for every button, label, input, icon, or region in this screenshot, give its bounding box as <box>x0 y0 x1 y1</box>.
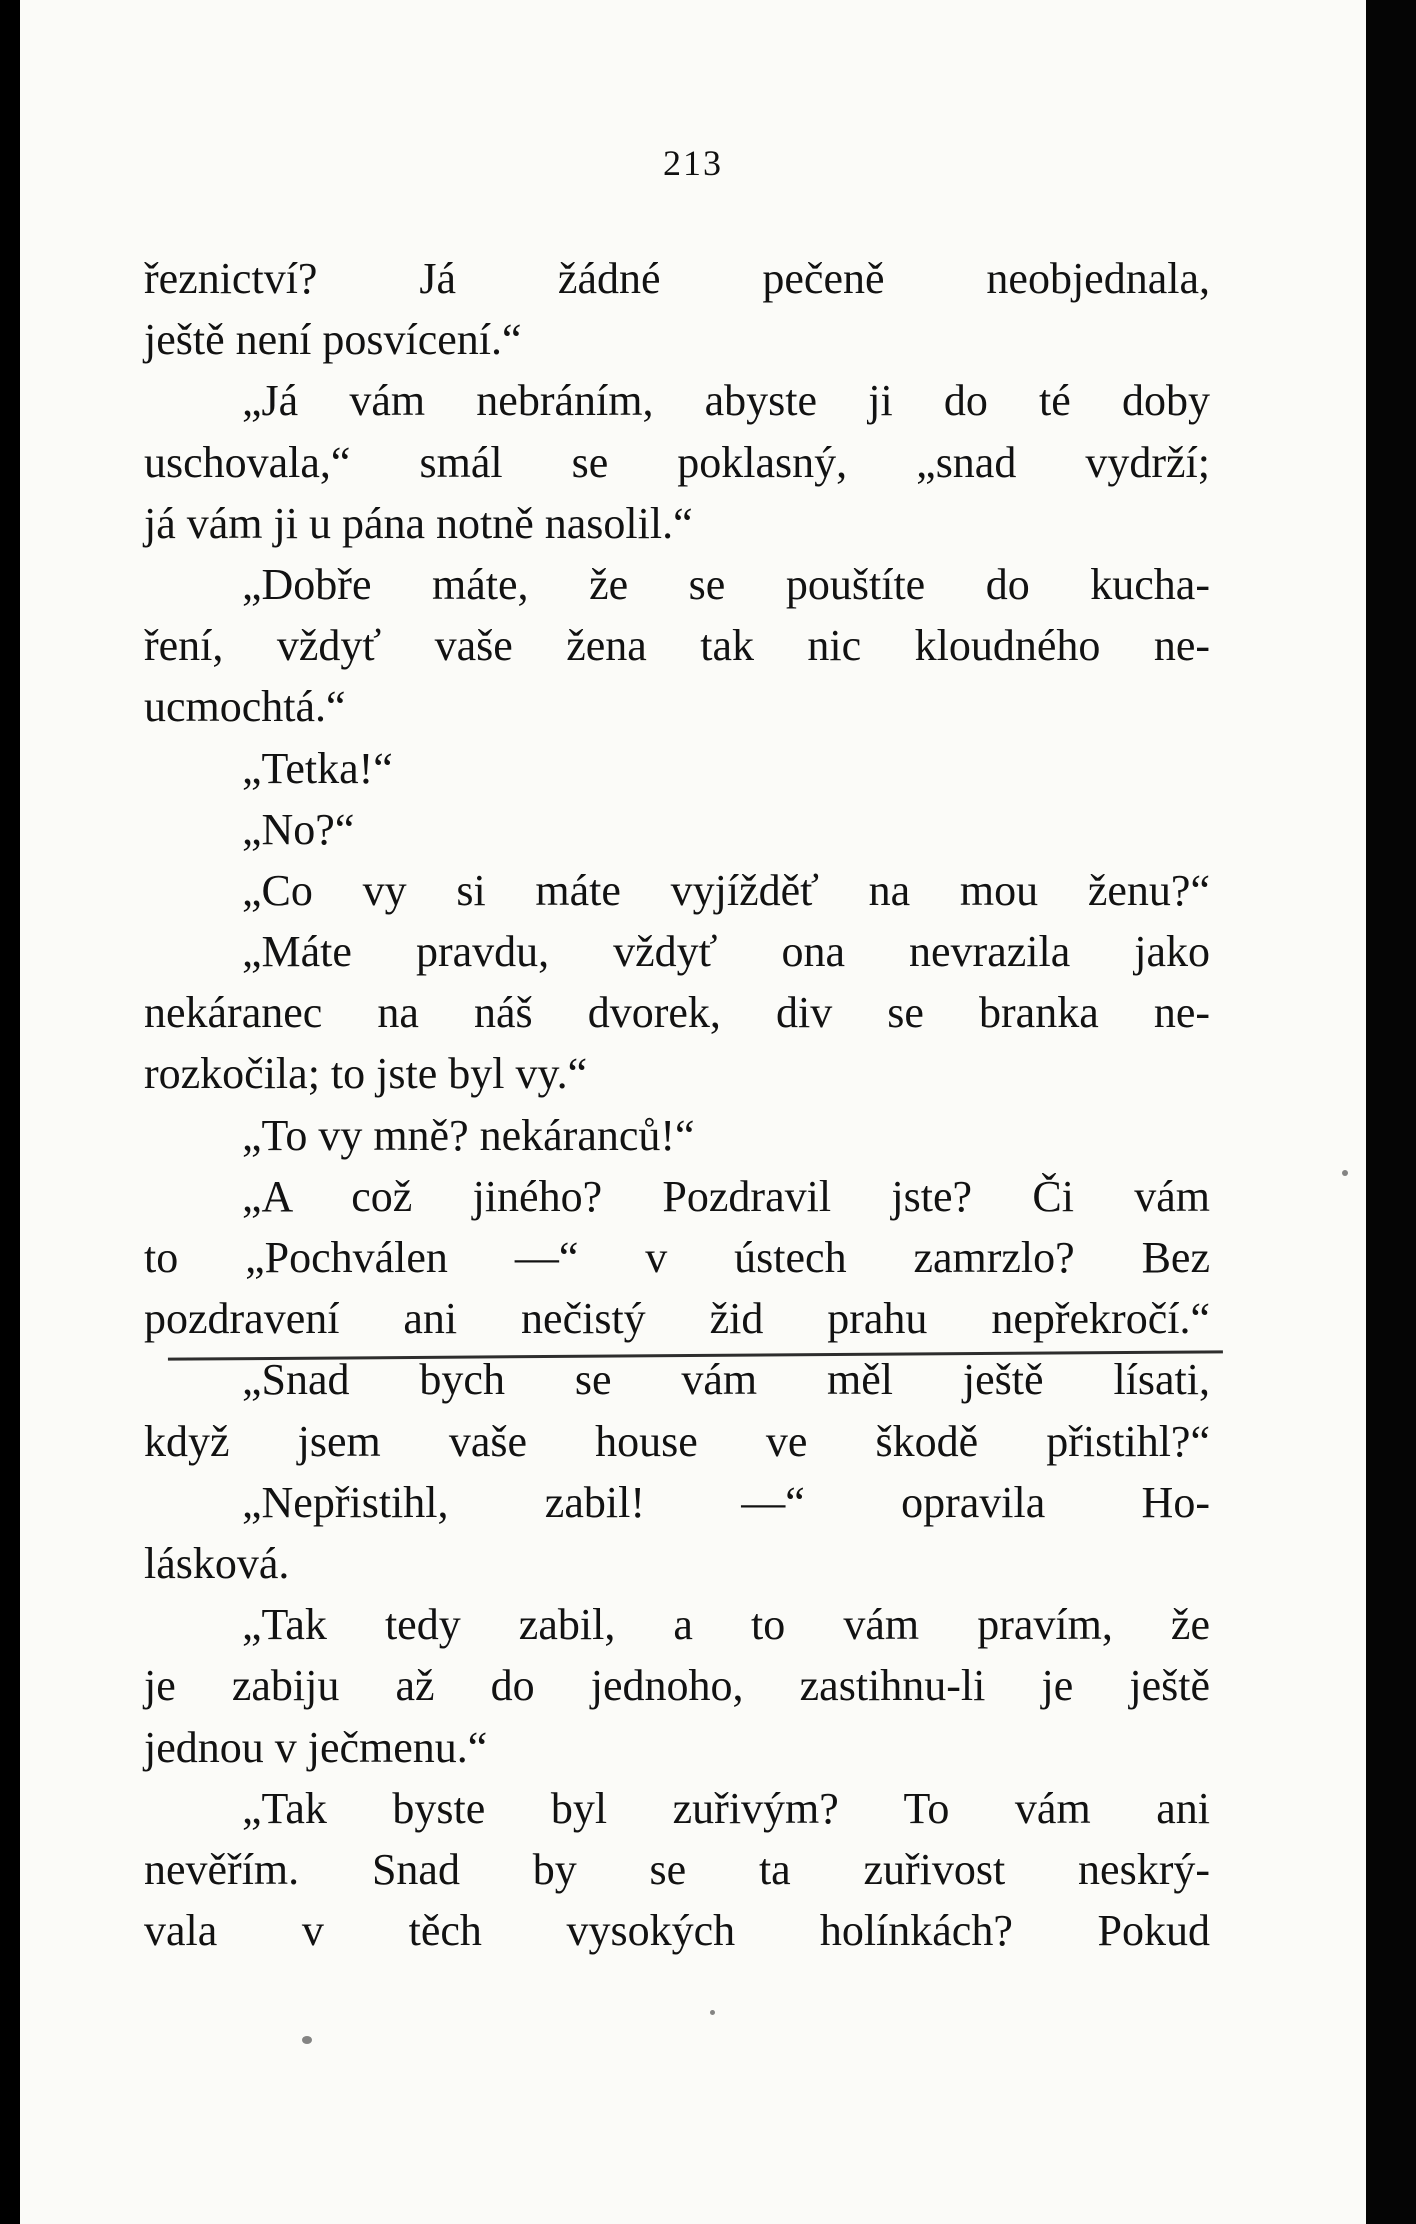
text-line: „No?“ <box>242 804 355 854</box>
text-line: „Tetka!“ <box>242 743 393 793</box>
text-line: „Já vám nebráním, abyste ji do té doby <box>242 376 1210 426</box>
page-number: 213 <box>663 143 723 183</box>
text-line: rozkočila; to jste byl vy.“ <box>144 1049 588 1099</box>
text-line: nekáranec na náš dvorek, div se branka ne- <box>144 988 1210 1038</box>
text-line: „Tak byste byl zuřivým? To vám ani <box>242 1783 1210 1833</box>
text-line: „Co vy si máte vyjížděť na mou ženu?“ <box>242 865 1210 915</box>
left-page-edge <box>0 0 20 2224</box>
text-line: ucmochtá.“ <box>144 682 346 732</box>
text-line: ještě není posvícení.“ <box>144 315 522 365</box>
text-line: když jsem vaše house ve škodě přistihl?“ <box>144 1416 1210 1466</box>
paper-speck <box>710 2010 715 2015</box>
right-page-edge <box>1366 0 1416 2224</box>
text-line: pozdravení ani nečistý žid prahu nepřekročí.“ <box>144 1294 1210 1344</box>
text-line: „Snad bych se vám měl ještě lísati, <box>242 1355 1210 1405</box>
text-line: „A což jiného? Pozdravil jste? Či vám <box>242 1171 1210 1221</box>
text-line: lásková. <box>144 1538 290 1588</box>
text-line: jednou v ječmenu.“ <box>144 1722 488 1772</box>
book-page <box>20 0 1366 2224</box>
text-line: je zabiju až do jednoho, zastihnu-li je ještě <box>144 1661 1210 1711</box>
text-line: to „Pochválen —“ v ústech zamrzlo? Bez <box>144 1233 1210 1282</box>
text-line: vala v těch vysokých holínkách? Pokud <box>144 1906 1210 1956</box>
paper-speck <box>302 2036 312 2044</box>
text-line: „To vy mně? nekáranců!“ <box>242 1110 695 1160</box>
text-line: „Tak tedy zabil, a to vám pravím, že <box>242 1600 1210 1650</box>
text-line: nevěřím. Snad by se ta zuřivost neskrý- <box>144 1844 1210 1894</box>
text-line: uschovala,“ smál se poklasný, „snad vydrží; <box>144 437 1210 487</box>
text-line: „Nepřistihl, zabil! —“ opravila Ho- <box>242 1477 1210 1527</box>
text-line: ření, vždyť vaše žena tak nic kloudného ne- <box>144 621 1210 671</box>
text-line: „Máte pravdu, vždyť ona nevrazila jako <box>242 927 1210 977</box>
page-text <box>144 248 1210 1961</box>
text-line: „Dobře máte, že se pouštíte do kucha- <box>242 559 1210 609</box>
text-line: já vám ji u pána notně nasolil.“ <box>144 498 693 548</box>
paper-speck <box>1342 1170 1348 1176</box>
text-line: řeznictví? Já žádné pečeně neobjednala, <box>144 254 1210 303</box>
